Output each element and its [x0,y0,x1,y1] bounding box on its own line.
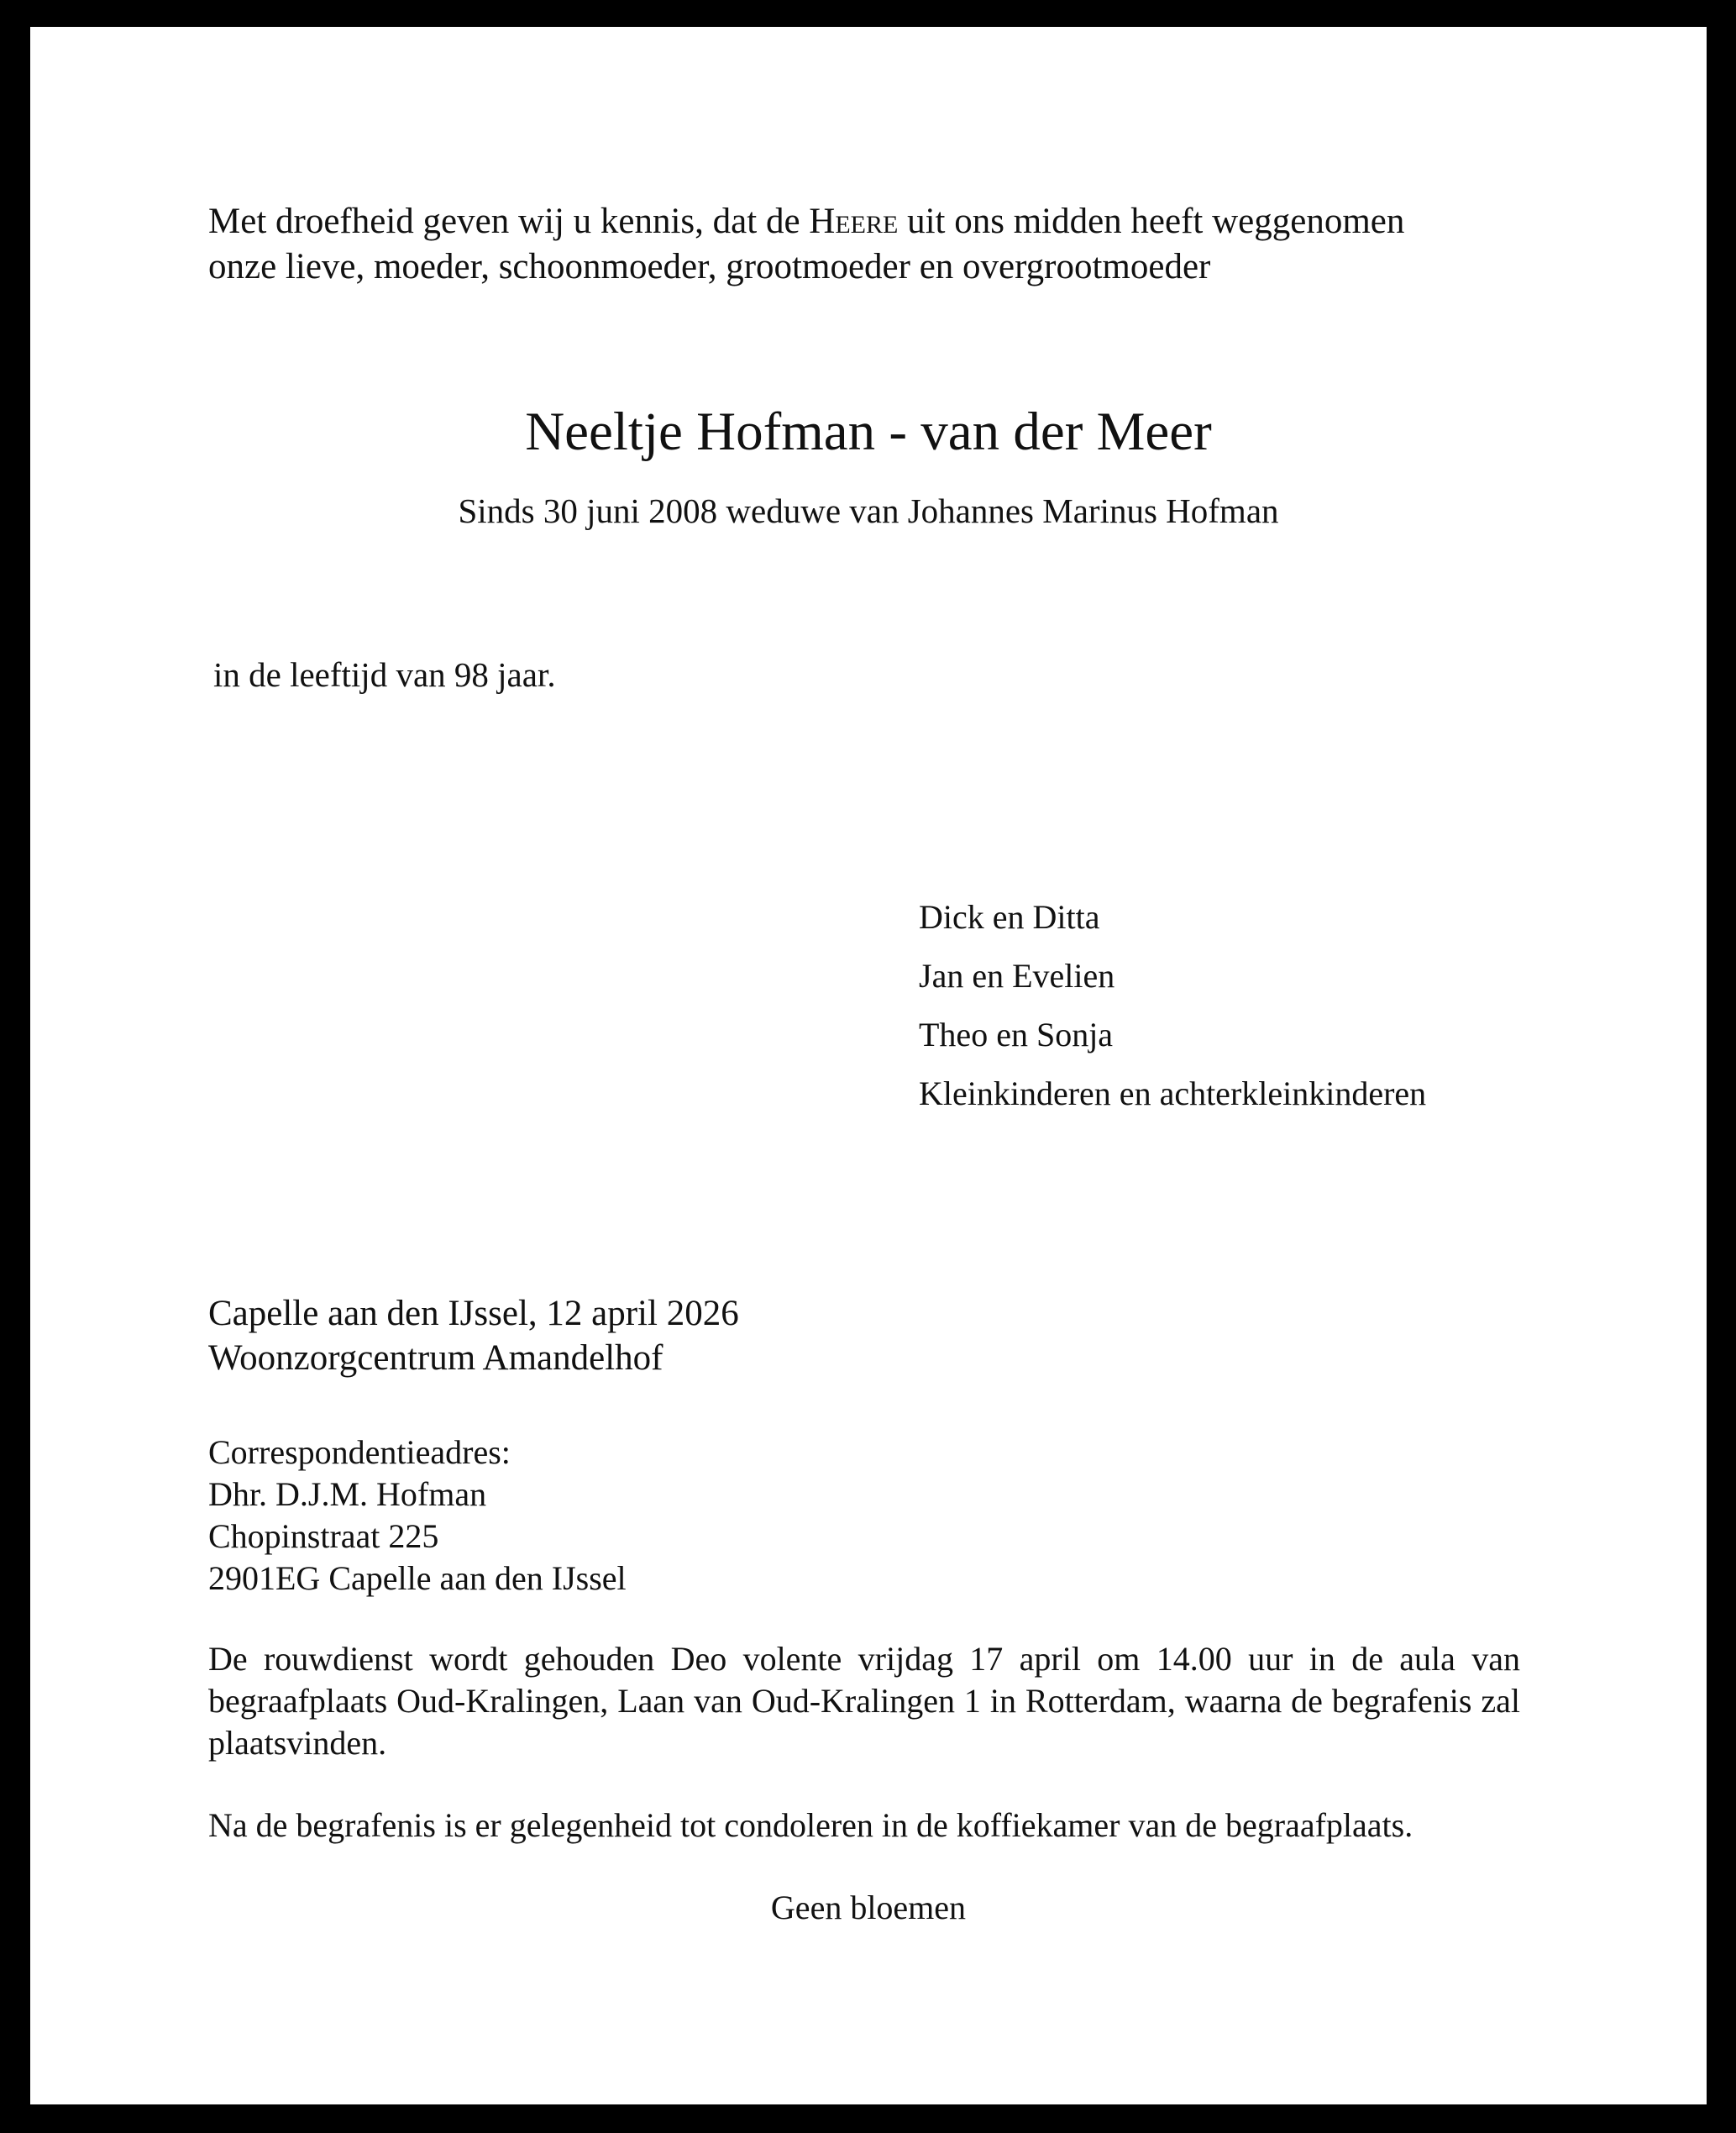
deceased-name: Neeltje Hofman - van der Meer [525,402,1212,462]
correspondence-address [208,1432,627,1600]
correspondence-heading: Correspondentieadres: [208,1433,511,1471]
condolence-paragraph: Na de begrafenis is er gelegenheid tot condoleren in de koffiekamer van de begraafplaats. [208,1806,1413,1844]
family-member: Jan en Evelien [919,957,1115,995]
death-notice-card [30,27,1707,2104]
lord-smallcaps: Heere [809,202,899,241]
place-date-line: Capelle aan den IJssel, 12 april 2026 [208,1294,739,1333]
family-list [919,888,1426,1123]
service-paragraph: De rouwdienst wordt gehouden Deo volente vrijdag 17 april om 14.00 uur in de aula van begraafplaats Oud-Kralingen, Laan van Oud-Kralingen 1 in Rotterdam, waarna de begrafenis zal plaatsvinden. [208,1640,1520,1762]
correspondence-street: Chopinstraat 225 [208,1517,439,1555]
age-line: in de leeftijd van 98 jaar. [213,655,556,694]
family-member: Theo en Sonja [919,1016,1114,1053]
intro-line-2: onze lieve, moeder, schoonmoeder, grootmoeder en overgrootmoeder [208,247,1211,286]
family-member: Kleinkinderen en achterkleinkinderen [919,1074,1427,1112]
correspondence-name: Dhr. D.J.M. Hofman [208,1475,487,1513]
family-member: Dick en Ditta [919,898,1100,936]
intro-text [208,199,1404,290]
widow-line: Sinds 30 juni 2008 weduwe van Johannes Marinus Hofman [458,491,1279,530]
correspondence-city: 2901EG Capelle aan den IJssel [208,1559,627,1597]
no-flowers: Geen bloemen [770,1889,967,1926]
place-date [208,1291,739,1380]
intro-line-1: Met droefheid geven wij u kennis, dat de Heere uit ons midden heeft weggenomen [208,202,1405,241]
care-center: Woonzorgcentrum Amandelhof [208,1338,663,1378]
